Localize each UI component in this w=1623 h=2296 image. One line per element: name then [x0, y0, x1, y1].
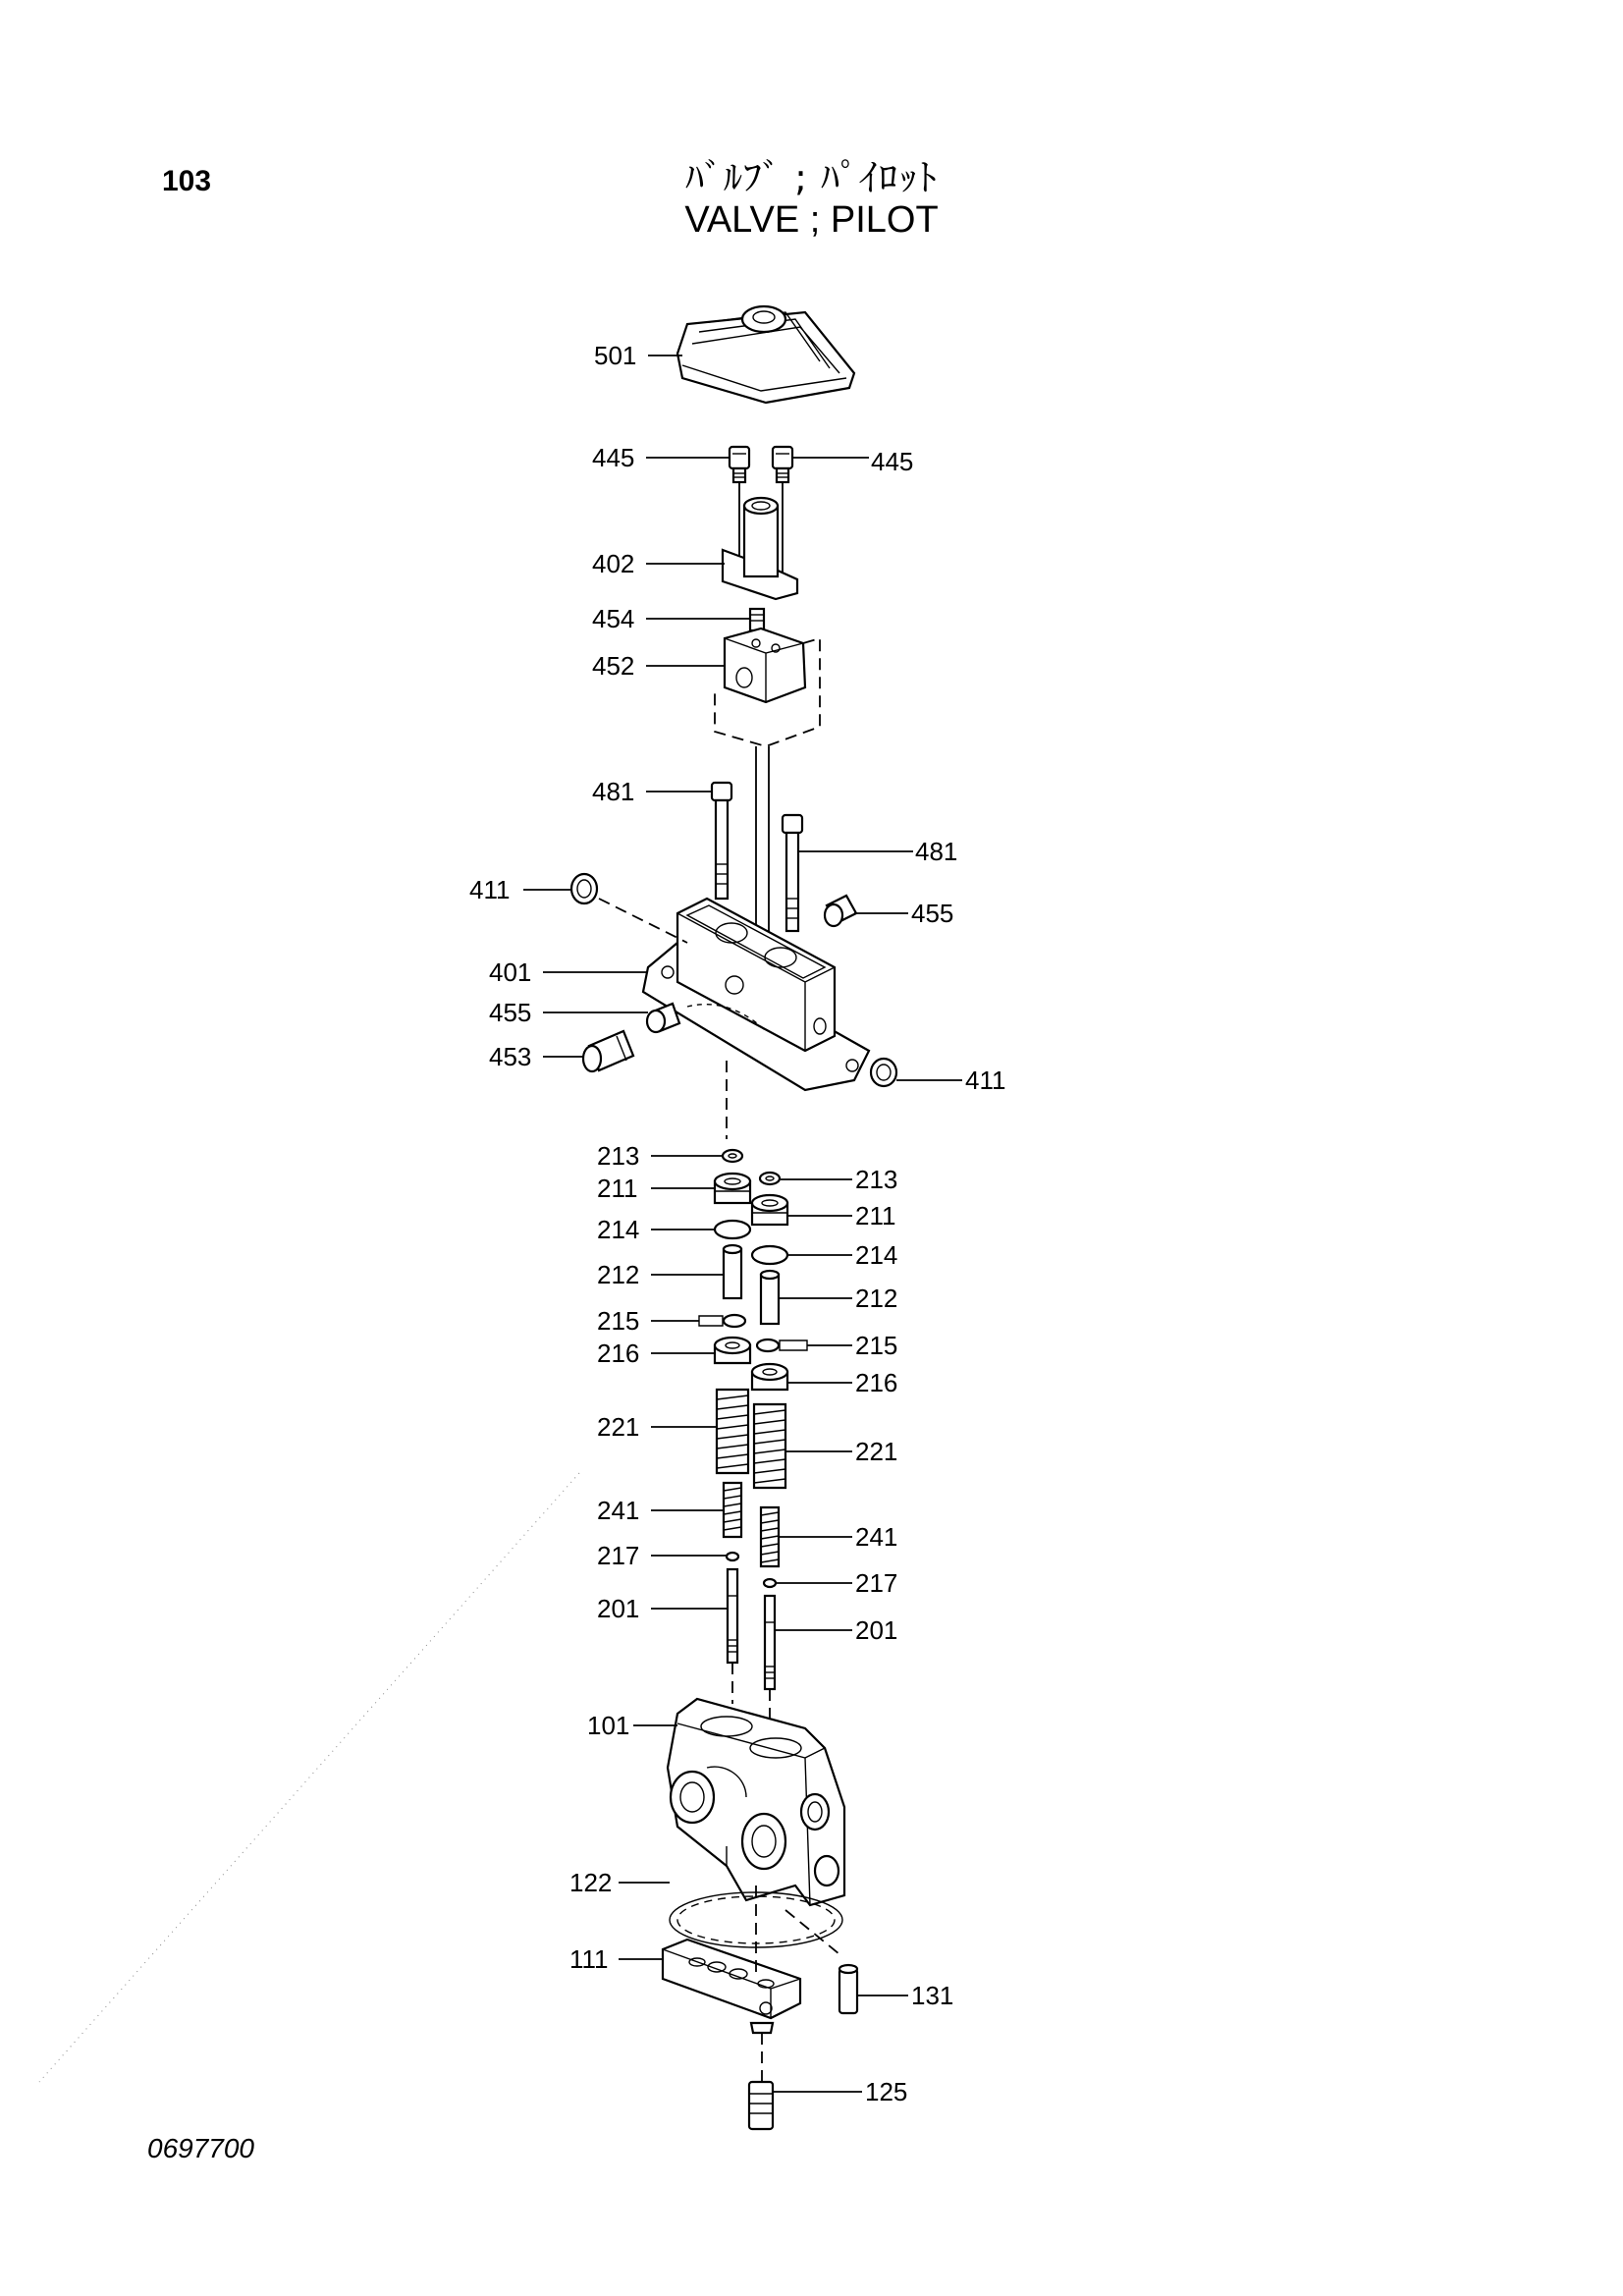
spring-221-left [717, 1390, 748, 1473]
callout-214-right: 214 [855, 1240, 898, 1270]
spring-241-left [724, 1483, 741, 1537]
callout-213-right: 213 [855, 1165, 898, 1194]
washer-213-left [723, 1150, 742, 1162]
plate-111 [663, 1940, 800, 2018]
seal-211-left [715, 1174, 750, 1203]
bolt-481-right [783, 815, 802, 931]
callout-501: 501 [594, 341, 637, 370]
seal-211-right [752, 1195, 787, 1225]
shim-217-left [727, 1553, 738, 1560]
callout-402: 402 [592, 549, 635, 578]
callout-455-upper: 455 [911, 899, 954, 928]
callout-454: 454 [592, 604, 635, 633]
callout-212-left: 212 [597, 1260, 640, 1289]
callout-131: 131 [911, 1981, 954, 2010]
callout-215-right: 215 [855, 1331, 898, 1360]
spool-201-right [765, 1596, 775, 1689]
callout-455-lower: 455 [489, 998, 532, 1027]
screw-445-left [730, 447, 749, 482]
plunger-212-right [761, 1271, 779, 1324]
callout-241-right: 241 [855, 1522, 898, 1552]
screw-454 [750, 609, 764, 630]
callout-214-left: 214 [597, 1215, 640, 1244]
page-number: 103 [162, 165, 212, 197]
o-ring-214-left [715, 1221, 750, 1238]
callout-212-right: 212 [855, 1284, 898, 1313]
callout-453: 453 [489, 1042, 532, 1071]
callout-241-left: 241 [597, 1496, 640, 1525]
bolt-481-left [712, 783, 731, 899]
callout-481-right: 481 [915, 837, 958, 866]
retainer-216-right [752, 1364, 787, 1390]
casing-401 [643, 899, 869, 1090]
screw-445-right [773, 447, 792, 482]
callout-217-left: 217 [597, 1541, 640, 1570]
scan-artifact-line [39, 1473, 579, 2082]
bushing-455-upper [825, 896, 856, 926]
washer-213-right [760, 1173, 780, 1184]
title-japanese: ﾊﾞﾙﾌﾞ ; ﾊﾟｲﾛｯﾄ [685, 156, 938, 199]
callout-201-right: 201 [855, 1615, 898, 1645]
shim-217-right [764, 1579, 776, 1587]
title-english: VALVE ; PILOT [684, 199, 939, 241]
washer-215-left [699, 1315, 745, 1327]
body-101 [668, 1699, 844, 1905]
callout-221-right: 221 [855, 1437, 898, 1466]
callout-215-left: 215 [597, 1306, 640, 1336]
o-ring-122 [670, 1892, 842, 1947]
callout-445-right: 445 [871, 447, 914, 476]
o-ring-214-right [752, 1246, 787, 1264]
callout-213-left: 213 [597, 1141, 640, 1171]
bushing-455-lower [647, 1004, 679, 1032]
callout-221-left: 221 [597, 1412, 640, 1442]
document-id: 0697700 [147, 2133, 255, 2163]
callout-111: 111 [569, 1944, 609, 1974]
pin-453 [583, 1031, 633, 1071]
washer-215-right [757, 1339, 807, 1351]
callout-216-right: 216 [855, 1368, 898, 1397]
boot-501 [677, 306, 854, 403]
callout-217-right: 217 [855, 1568, 898, 1598]
plunger-212-left [724, 1245, 741, 1298]
callout-445-left: 445 [592, 443, 635, 472]
plug-411-lower [871, 1059, 896, 1086]
callout-411-upper: 411 [469, 875, 511, 904]
callout-216-left: 216 [597, 1339, 640, 1368]
callout-411-lower: 411 [965, 1066, 1006, 1095]
block-452 [715, 629, 820, 746]
spool-201-left [728, 1569, 737, 1663]
callout-481-left: 481 [592, 777, 635, 806]
callout-401: 401 [489, 957, 532, 987]
callout-101: 101 [587, 1711, 630, 1740]
callout-201-left: 201 [597, 1594, 640, 1623]
callout-122: 122 [569, 1868, 613, 1897]
pin-131 [839, 1965, 857, 2013]
spring-221-right [754, 1404, 785, 1488]
retainer-216-left [715, 1338, 750, 1363]
plug-411-upper [571, 874, 597, 903]
callout-211-right: 211 [855, 1201, 896, 1230]
callout-452: 452 [592, 651, 635, 681]
callout-125: 125 [865, 2077, 908, 2106]
spring-241-right [761, 1507, 779, 1566]
plug-125 [749, 2023, 773, 2129]
callout-211-left: 211 [597, 1174, 638, 1203]
plate-402 [723, 483, 797, 599]
